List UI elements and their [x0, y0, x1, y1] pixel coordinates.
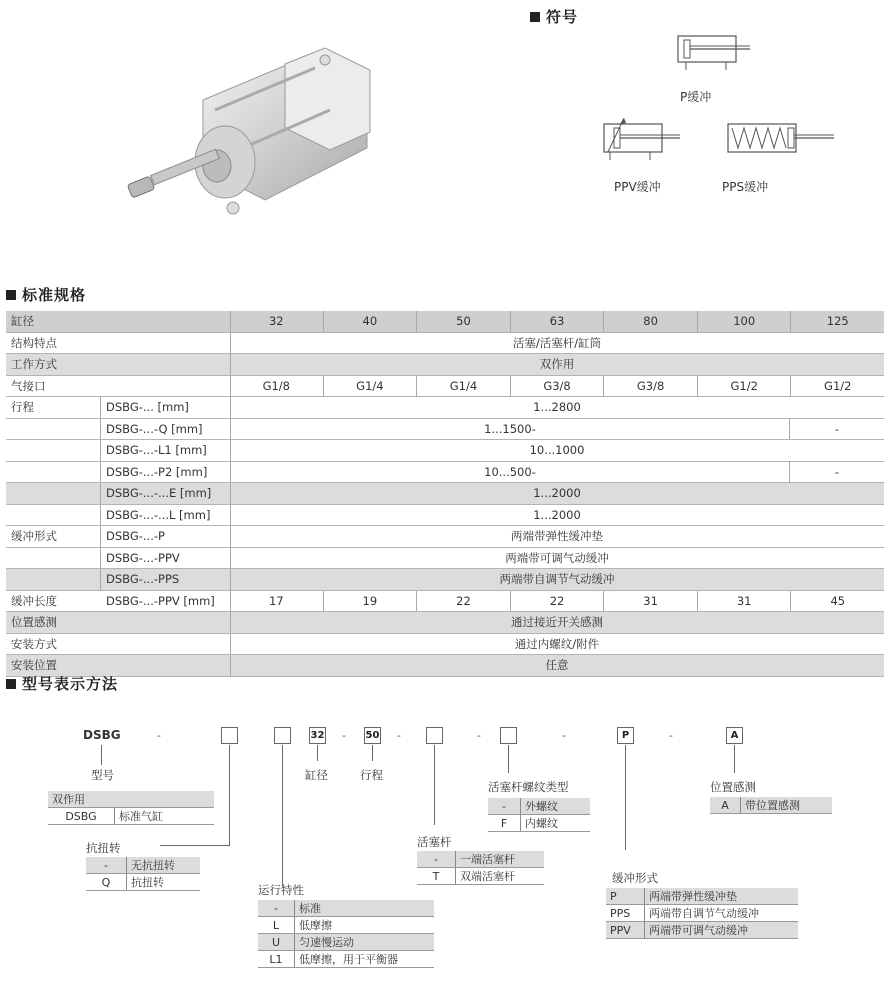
stroke-row: DSBG-...-...L [mm] 1...2000 — [6, 505, 884, 527]
square-bullet-icon — [530, 12, 540, 22]
separator-dash: - — [477, 729, 481, 742]
stroke-row: DSBG-...-P2 [mm] 10...500- - — [6, 462, 884, 484]
symbol-section-title: 符号 — [530, 6, 578, 27]
spec-section-title: 标准规格 — [6, 284, 86, 305]
separator-dash: - — [669, 729, 673, 742]
ppv-cushion-symbol — [600, 118, 685, 163]
stroke-label: 行程 — [360, 768, 383, 782]
stroke-row: 行程 DSBG-... [mm] 1...2800 — [6, 397, 884, 419]
cushion-row: DSBG-...-PPS 两端带自调节气动缓冲 — [6, 569, 884, 591]
pps-cushion-label: PPS缓冲 — [722, 180, 769, 194]
spec-table — [6, 311, 884, 677]
rod-title: 活塞杆 — [417, 835, 452, 849]
ppv-cushion-label: PPV缓冲 — [614, 180, 661, 194]
cushion-row: 缓冲形式 DSBG-...-P 两端带弹性缓冲垫 — [6, 526, 884, 548]
model-section-title: 型号表示方法 — [6, 673, 118, 694]
sensing-box: A — [726, 727, 743, 744]
separator-dash: - — [397, 729, 401, 742]
rod-box — [426, 727, 443, 744]
mode-row: 工作方式 双作用 — [6, 354, 884, 376]
sensing-row: 位置感测 通过接近开关感测 — [6, 612, 884, 634]
antirot-box — [221, 727, 238, 744]
antirot-table: - 无抗扭转 Q 抗扭转 — [86, 857, 200, 891]
running-title: 运行特性 — [258, 883, 304, 897]
cushion-table: P 两端带弹性缓冲垫 PPS 两端带自调节气动缓冲 PPV 两端带可调气动缓冲 — [606, 888, 798, 939]
thread-table: - 外螺纹 F 内螺纹 — [488, 798, 590, 832]
cylinder-illustration — [115, 40, 385, 230]
running-box — [274, 727, 291, 744]
p-cushion-symbol — [676, 34, 756, 74]
cushion-length-row: 缓冲长度 DSBG-...-PPV [mm] 17 19 22 22 31 31 45 — [6, 591, 884, 613]
thread-box — [500, 727, 517, 744]
cushion-row: DSBG-...-PPV 两端带可调气动缓冲 — [6, 548, 884, 570]
separator-dash: - — [342, 729, 346, 742]
p-cushion-label: P缓冲 — [680, 90, 712, 104]
structure-row: 结构特点 活塞/活塞杆/缸筒 — [6, 333, 884, 355]
pps-cushion-symbol — [724, 118, 839, 163]
type-label: 型号 — [91, 768, 114, 782]
rod-table: - 一端活塞杆 T 双端活塞杆 — [417, 851, 544, 885]
stroke-box: 50 — [364, 727, 381, 744]
stroke-row: DSBG-...-Q [mm] 1...1500- - — [6, 419, 884, 441]
antirot-title: 抗扭转 — [86, 841, 121, 855]
sensing-title: 位置感测 — [710, 780, 756, 794]
bore-label: 缸径 — [305, 768, 328, 782]
mounting-row: 安装方式 通过内螺纹/附件 — [6, 634, 884, 656]
stroke-row: DSBG-...-...E [mm] 1...2000 — [6, 483, 884, 505]
running-table: - 标准 L 低摩擦 U 匀速慢运动 L1 低摩擦，用于平衡器 — [258, 900, 434, 968]
spec-header-row: 缸径 32 40 50 63 80 100 125 — [6, 311, 884, 333]
sensing-table: A 带位置感测 — [710, 797, 832, 814]
separator-dash: - — [562, 729, 566, 742]
model-code: DSBG — [83, 728, 121, 742]
install-row: 安装位置 任意 — [6, 655, 884, 677]
cushion-title: 缓冲形式 — [612, 871, 658, 885]
separator-dash: - — [157, 729, 161, 742]
cushion-box: P — [617, 727, 634, 744]
port-row: 气接口 G1/8 G1/4 G1/4 G3/8 G3/8 G1/2 G1/2 — [6, 376, 884, 398]
square-bullet-icon — [6, 290, 16, 300]
bore-box: 32 — [309, 727, 326, 744]
thread-title: 活塞杆螺纹类型 — [488, 780, 569, 794]
action-table: 双作用 DSBG 标准气缸 — [48, 791, 214, 825]
square-bullet-icon — [6, 679, 16, 689]
stroke-row: DSBG-...-L1 [mm] 10...1000 — [6, 440, 884, 462]
